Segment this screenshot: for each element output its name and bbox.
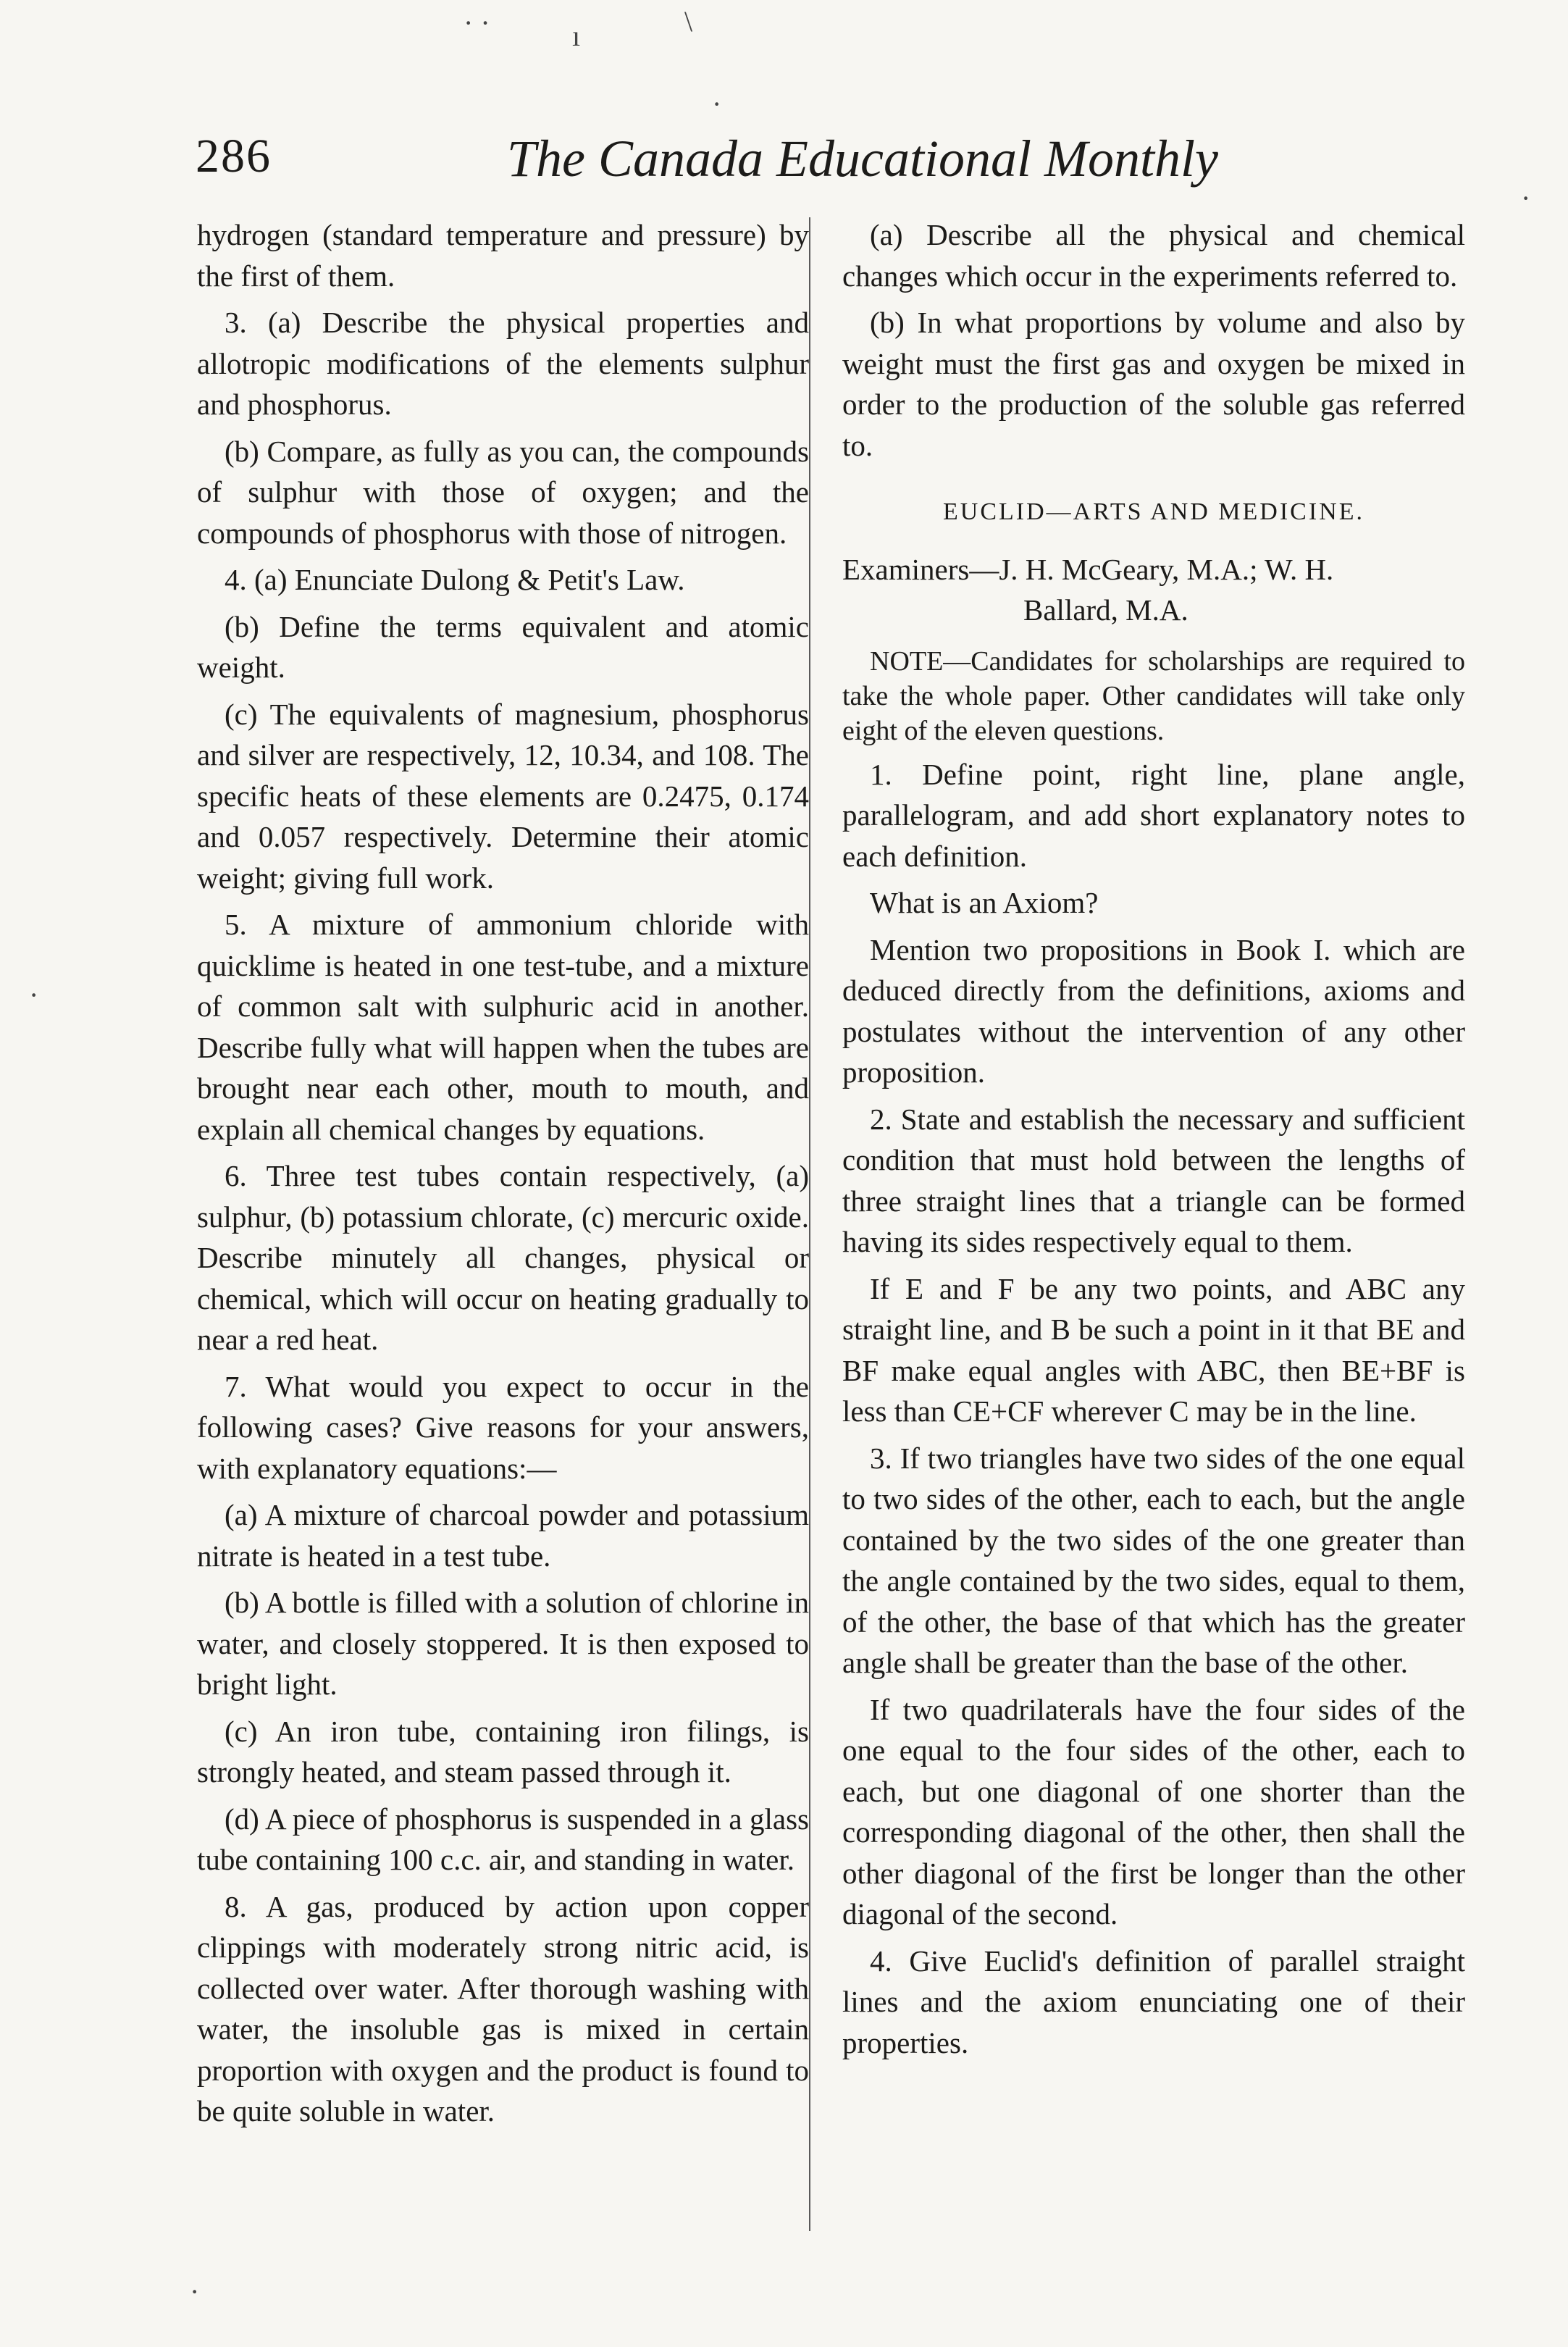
speck-mark: · <box>1521 182 1531 214</box>
euclid-question-4: 4. Give Euclid's definition of parallel straight lines and the axiom enunciating one of their properties. <box>842 1944 1465 2059</box>
paragraph: hydrogen (standard temperature and pressure) by the first of them. <box>197 218 809 293</box>
question-3b: (b) Compare, as fully as you can, the compounds of sulphur with those of oxygen; and the compounds of phosphorus with those of nitrogen. <box>197 434 809 550</box>
question-8a: (a) Describe all the physical and chemical changes which occur in the experiments referred to. <box>842 218 1465 293</box>
euclid-question-1-axiom: What is an Axiom? <box>870 886 1099 919</box>
question-7a: (a) A mixture of charcoal powder and potassium nitrate is heated in a test tube. <box>197 1498 809 1573</box>
euclid-question-3-rider: If two quadrilaterals have the four sides of the one equal to the four sides of the other, each to each, but one diagonal of one shorter than the corresponding diagonal of the other, then shall the other diagonal of the first be longer than the other diagonal of the second. <box>842 1692 1465 1930</box>
question-7d: (d) A piece of phosphorus is suspended in a glass tube containing 100 c.c. air, and standing in water. <box>197 1802 809 1876</box>
question-4a: 4. (a) Enunciate Dulong & Petit's Law. <box>225 563 685 596</box>
question-7b: (b) A bottle is filled with a solution of chlorine in water, and closely stoppered. It is then exposed to bright light. <box>197 1586 809 1701</box>
page-number: 286 <box>196 130 272 183</box>
question-3a: 3. (a) Describe the physical properties and allotropic modifications of the elements sulphur and phosphorus. <box>197 306 809 421</box>
question-6: 6. Three test tubes contain respectively, (a) sulphur, (b) potassium chlorate, (c) mercuric oxide. Describe minutely all changes, physical or chemical, which will occur on heating gradually to near a red heat. <box>197 1159 809 1356</box>
question-7c: (c) An iron tube, containing iron filings, is strongly heated, and steam passed through it. <box>197 1714 809 1789</box>
euclid-question-3: 3. If two triangles have two sides of the one equal to two sides of the other, each to each, but the angle contained by the two sides of the one greater than the angle contained by the two sides, equal to them, of the other, the base of that which has the greater angle shall be greater than the base of the other. <box>842 1441 1465 1679</box>
euclid-question-2: 2. State and establish the necessary and sufficient condition that must hold between the lengths of three straight lines that a triangle can be formed having its sides respectively equal to them. <box>842 1102 1465 1258</box>
question-4c: (c) The equivalents of magnesium, phosphorus and silver are respectively, 12, 10.34, and 108. The specific heats of these elements are 0.2475, 0.174 and 0.057 respectively. Determine their atomic weight; giving full work. <box>197 697 809 895</box>
column-divider <box>809 217 810 2231</box>
running-title: The Canada Educational Monthly <box>507 130 1218 188</box>
question-4b: (b) Define the terms equivalent and atomic weight. <box>197 609 809 684</box>
euclid-question-1: 1. Define point, right line, plane angle, parallelogram, and add short explanatory notes to each definition. <box>842 757 1465 873</box>
note: NOTE—Candidates for scholarships are required to take the whole paper. Other candidates will take only eight of the eleven questions. <box>842 645 1465 746</box>
euclid-question-1-propositions: Mention two propositions in Book I. which are deduced directly from the definitions, axioms and postulates without the intervention of any other proposition. <box>842 932 1465 1089</box>
speck-mark: · <box>29 979 39 1011</box>
page-header <box>196 129 1391 194</box>
examiners-line <box>842 549 1465 631</box>
speck-mark: · <box>190 2275 200 2308</box>
examiners-continued: Ballard, M.A. <box>1023 593 1188 627</box>
speck-mark: · <box>712 88 722 120</box>
speck-mark: · · <box>464 7 490 39</box>
question-8: 8. A gas, produced by action upon copper clippings with moderately strong nitric acid, is collected over water. After thorough washing with water, the insoluble gas is mixed in certain proportion with oxygen and the product is found to be quite soluble in water. <box>197 1889 809 2128</box>
left-column <box>197 214 809 2138</box>
question-5: 5. A mixture of ammonium chloride with quicklime is heated in one test-tube, and a mixture of common salt with sulphuric acid in another. Describe fully what will happen when the tubes are brought near each other, mouth to mouth, and explain all chemical changes by equations. <box>197 908 809 1146</box>
section-heading: EUCLID—ARTS AND MEDICINE. <box>943 498 1364 525</box>
speck-mark: \ <box>684 5 693 38</box>
question-8b: (b) In what proportions by volume and also by weight must the first gas and oxygen be mixed in order to the production of the soluble gas referred to. <box>842 306 1465 462</box>
right-column <box>842 214 1465 2069</box>
question-7: 7. What would you expect to occur in the following cases? Give reasons for your answers, with explanatory equations:— <box>197 1369 809 1485</box>
euclid-question-2-rider: If E and F be any two points, and ABC any straight line, and B be such a point in it that BE and BF make equal angles with ABC, then BE+BF is less than CE+CF wherever C may be in the line. <box>842 1271 1465 1428</box>
examiners-label: Examiners—J. H. McGeary, M.A.; W. H. <box>842 552 1334 586</box>
speck-mark: ı <box>572 20 581 52</box>
